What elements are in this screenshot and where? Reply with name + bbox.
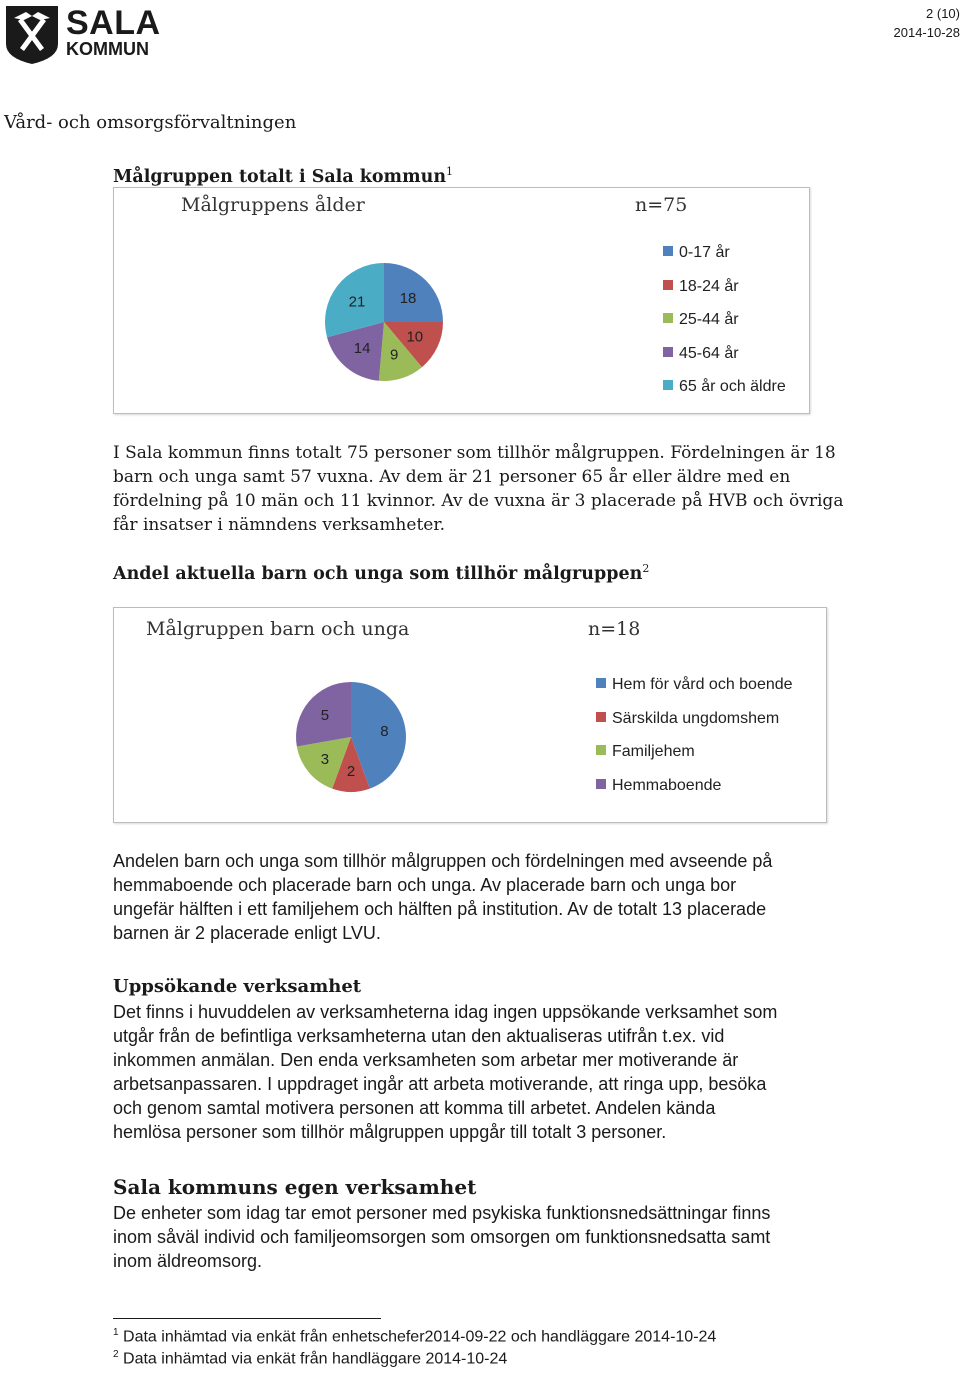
- pie-data-label: 5: [320, 707, 330, 725]
- paragraph-line: inom såväl individ och familjeomsorgen som omsorgen om funktionsnedsatta samt: [113, 1227, 771, 1247]
- pie-data-label: 9: [390, 346, 399, 364]
- logo-emblem-icon: [4, 4, 60, 66]
- legend-item: [596, 710, 779, 728]
- paragraph-children: [113, 849, 893, 945]
- paragraph-line: utgår från de befintliga verksamheterna utan den aktualiseras utifrån t.ex. vid: [113, 1026, 725, 1046]
- legend-item: [596, 676, 793, 694]
- legend-item: [663, 378, 786, 396]
- legend-item: [596, 743, 695, 761]
- legend-label: Hem för vård och boende: [612, 676, 793, 693]
- footnote-ref: 2: [642, 562, 650, 575]
- chart-n: n=75: [635, 194, 688, 216]
- legend-swatch: [596, 745, 606, 755]
- chart-title: Målgruppen barn och unga: [146, 618, 410, 640]
- paragraph-line: inkommen anmälan. Den enda verksamheten som arbetar mer motiverande är: [113, 1050, 739, 1070]
- logo-subtitle: KOMMUN: [66, 39, 149, 59]
- legend-label: 65 år och äldre: [679, 378, 786, 395]
- paragraph-line: får insatser i nämndens verksamheter.: [113, 515, 445, 535]
- heading-text: Målgruppen totalt i Sala kommun: [113, 166, 447, 187]
- legend-label: 45-64 år: [679, 344, 739, 362]
- pie-data-label: 3: [320, 750, 330, 768]
- legend-swatch: [663, 313, 673, 323]
- footnote-text: Data inhämtad via enkät från enhetschefer2014-09-22 och handläggare 2014-10-24: [123, 1328, 717, 1346]
- children-chart: [113, 607, 827, 823]
- legend-item: [596, 777, 721, 795]
- footnote-number: 1: [113, 1327, 119, 1338]
- legend-swatch: [596, 779, 606, 789]
- paragraph-line: hemlösa personer som tillhör målgruppen uppgår till totalt 3 personer.: [113, 1122, 667, 1142]
- legend-swatch: [663, 347, 673, 357]
- paragraph-target-group: [113, 441, 873, 537]
- paragraph-line: I Sala kommun finns totalt 75 personer som tillhör målgruppen. Fördelningen är 18: [113, 443, 836, 463]
- footnote-divider: [113, 1318, 381, 1319]
- document-date: 2014-10-28: [893, 25, 960, 40]
- paragraph-line: De enheter som idag tar emot personer med psykiska funktionsnedsättningar finns: [113, 1203, 771, 1223]
- footnote-ref: 1: [446, 165, 454, 178]
- paragraph-line: fördelning på 10 män och 11 kvinnor. Av de vuxna är 3 placerade på HVB och övriga: [113, 491, 844, 511]
- pie-data-label: 14: [353, 340, 371, 358]
- legend-item: [663, 311, 739, 329]
- section-heading-outreach: Uppsökande verksamhet: [113, 976, 362, 997]
- legend-label: Särskilda ungdomshem: [612, 709, 780, 727]
- legend-swatch: [663, 280, 673, 290]
- legend-swatch: [596, 712, 606, 722]
- paragraph-line: Andelen barn och unga som tillhör målgruppen och fördelningen med avseende på: [113, 851, 773, 871]
- legend-item: [663, 244, 730, 262]
- legend-item: [663, 278, 739, 296]
- paragraph-line: barn och unga samt 57 vuxna. Av dem är 21 personer 65 år eller äldre med en: [113, 467, 791, 487]
- paragraph-own-services: [113, 1201, 893, 1273]
- pie-data-label: 2: [346, 763, 356, 780]
- page-number: 2 (10): [926, 6, 960, 21]
- legend-label: Familjehem: [612, 743, 695, 760]
- legend-swatch: [596, 678, 606, 688]
- pie-data-label: 10: [406, 328, 424, 346]
- legend-swatch: [663, 246, 673, 256]
- logo-name: SALA: [66, 4, 161, 42]
- footnote-2: [113, 1349, 507, 1368]
- paragraph-line: hemmaboende och placerade barn och unga. Av placerade barn och unga bor: [113, 875, 737, 895]
- age-chart: [113, 187, 810, 414]
- legend-swatch: [663, 380, 673, 390]
- pie-data-label: 21: [348, 293, 366, 311]
- section-heading-own-services: Sala kommuns egen verksamhet: [113, 1175, 477, 1199]
- department-name: Vård- och omsorgsförvaltningen: [4, 112, 297, 133]
- paragraph-line: barnen är 2 placerade enligt LVU.: [113, 923, 381, 943]
- legend-item: [663, 345, 739, 363]
- chart-n: n=18: [588, 618, 641, 640]
- sala-kommun-logo: [4, 4, 161, 66]
- paragraph-line: Det finns i huvuddelen av verksamheterna idag ingen uppsökande verksamhet som: [113, 1002, 778, 1022]
- paragraph-line: inom äldreomsorg.: [113, 1251, 263, 1271]
- legend-label: 18-24 år: [679, 277, 739, 295]
- footnote-1: [113, 1327, 716, 1346]
- section-heading-children: [113, 562, 649, 584]
- footnote-text: Data inhämtad via enkät från handläggare 2014-10-24: [123, 1350, 508, 1368]
- heading-text: Andel aktuella barn och unga som tillhör målgruppen: [113, 563, 643, 584]
- paragraph-line: arbetsanpassaren. I uppdraget ingår att arbeta motiverande, att ringa upp, besöka: [113, 1074, 767, 1094]
- pie-data-label: 18: [399, 289, 417, 307]
- legend-label: 0-17 år: [679, 244, 730, 261]
- footnote-number: 2: [113, 1349, 119, 1360]
- legend-label: Hemmaboende: [612, 776, 722, 794]
- pie-data-label: 8: [380, 723, 389, 741]
- paragraph-outreach: [113, 1000, 893, 1144]
- section-heading-target-group: [113, 165, 453, 187]
- paragraph-line: och genom samtal motivera personen att komma till arbetet. Andelen kända: [113, 1098, 716, 1118]
- chart-title: Målgruppens ålder: [181, 194, 365, 216]
- legend-label: 25-44 år: [679, 311, 739, 328]
- paragraph-line: ungefär hälften i ett familjehem och hälften på institution. Av de totalt 13 placerade: [113, 899, 767, 919]
- page-header-info: [894, 4, 960, 42]
